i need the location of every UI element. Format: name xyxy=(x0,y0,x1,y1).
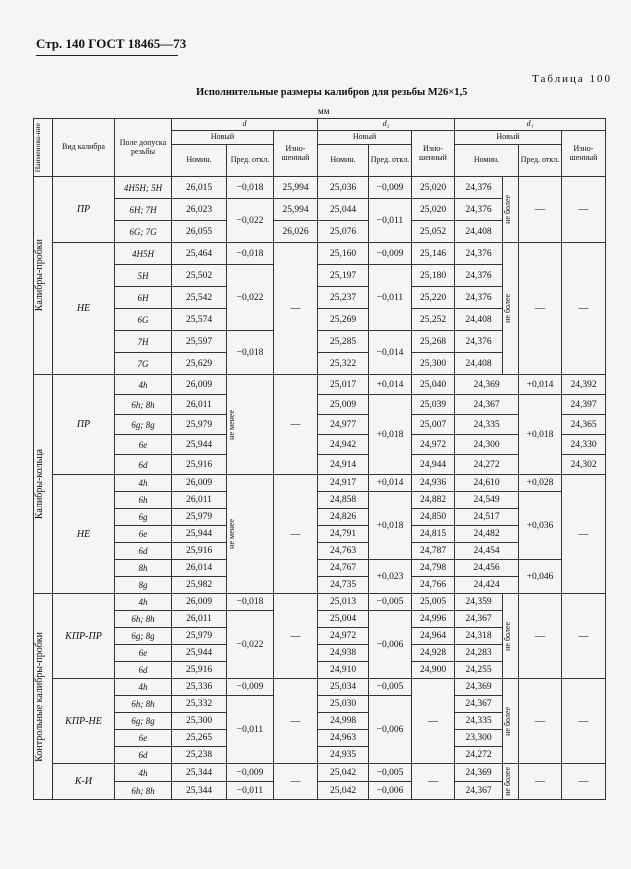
d1-dev-cell: — xyxy=(519,177,562,243)
unit-label: мм xyxy=(318,106,330,116)
tol-cell: 6g; 8g xyxy=(115,628,172,645)
header-name: Наименова-ние xyxy=(34,119,53,177)
d-cell: 25,629 xyxy=(172,353,227,375)
d2-cell: 25,004 xyxy=(318,611,369,628)
type-label: НЕ xyxy=(53,475,115,594)
d-cell: 25,979 xyxy=(172,415,227,435)
header-rule xyxy=(36,55,178,56)
d2-cell: 24,735 xyxy=(318,577,369,594)
not-more-cell: не более xyxy=(503,594,519,679)
d-cell: 25,300 xyxy=(172,713,227,730)
d2-dev-cell: +0,014 xyxy=(369,375,412,395)
d2-cell: 24,767 xyxy=(318,560,369,577)
tol-cell: 6h xyxy=(115,492,172,509)
d1-worn-cell: 24,330 xyxy=(562,435,606,455)
tol-cell: 6H xyxy=(115,287,172,309)
d2-cell: 24,935 xyxy=(318,747,369,764)
d-dev-cell: −0,009 xyxy=(227,679,274,696)
tol-cell: 6H; 7H xyxy=(115,199,172,221)
d-cell: 25,979 xyxy=(172,628,227,645)
d2-dev-cell: −0,005 xyxy=(369,594,412,611)
d-dev-cell: −0,018 xyxy=(227,594,274,611)
d1-dev-cell: — xyxy=(519,679,562,764)
d2-cell: 25,017 xyxy=(318,375,369,395)
d-dev-cell: −0,022 xyxy=(227,265,274,331)
type-label: КПР-ПР xyxy=(53,594,115,679)
tol-cell: 4h xyxy=(115,375,172,395)
d1-cell: 24,367 xyxy=(455,782,503,800)
header-d2-new: Новый xyxy=(318,131,412,145)
d1-cell: 24,376 xyxy=(455,243,503,265)
d2-cell: 24,972 xyxy=(318,628,369,645)
d-dev-cell: −0,011 xyxy=(227,696,274,764)
table-label: Таблица 100 xyxy=(532,73,613,85)
header-d-worn: Изно-шенный xyxy=(274,131,318,177)
tol-cell: 7G xyxy=(115,353,172,375)
d1-cell: 23,300 xyxy=(455,730,503,747)
d1-cell: 24,610 xyxy=(455,475,519,492)
header-d-dev: Пред. откл. xyxy=(227,145,274,177)
d-worn-cell: 25,994 xyxy=(274,177,318,199)
d2-cell: 24,963 xyxy=(318,730,369,747)
d2-cell: 25,076 xyxy=(318,221,369,243)
d-cell: 25,344 xyxy=(172,782,227,800)
d2-cell: 25,197 xyxy=(318,265,369,287)
d2-worn-cell: 24,798 xyxy=(412,560,455,577)
not-more-cell: не более xyxy=(503,243,519,375)
d1-cell: 24,318 xyxy=(455,628,503,645)
d2-cell: 24,998 xyxy=(318,713,369,730)
d2-worn-cell: 25,020 xyxy=(412,177,455,199)
d1-worn-cell: — xyxy=(562,177,606,243)
d-cell: 25,502 xyxy=(172,265,227,287)
not-more-cell: не более xyxy=(503,679,519,764)
d1-worn-cell: — xyxy=(562,594,606,679)
d1-cell: 24,454 xyxy=(455,543,519,560)
d2-worn-cell: 25,040 xyxy=(412,375,455,395)
tol-cell: 6e xyxy=(115,526,172,543)
d1-worn-cell: 24,392 xyxy=(562,375,606,395)
d1-cell: 24,408 xyxy=(455,309,503,331)
not-more-cell: не более xyxy=(503,177,519,243)
group-plug: Калибры-пробки xyxy=(34,177,53,375)
d-cell: 26,011 xyxy=(172,611,227,628)
type-label: КПР-НЕ xyxy=(53,679,115,764)
d1-cell: 24,272 xyxy=(455,747,503,764)
d2-worn-cell: 25,180 xyxy=(412,265,455,287)
d-dev-cell: −0,018 xyxy=(227,331,274,375)
d1-worn-cell: — xyxy=(562,475,606,594)
d-worn-cell: — xyxy=(274,375,318,475)
d2-worn-cell: 25,268 xyxy=(412,331,455,353)
tol-cell: 6g xyxy=(115,509,172,526)
gauge-dimensions-table xyxy=(33,118,606,800)
d1-cell: 24,367 xyxy=(455,696,503,713)
d2-cell: 25,237 xyxy=(318,287,369,309)
d2-dev-cell: −0,005 xyxy=(369,679,412,696)
d2-worn-cell: 25,020 xyxy=(412,199,455,221)
d2-cell: 25,009 xyxy=(318,395,369,415)
page-header: Стр. 140 ГОСТ 18465—73 xyxy=(36,36,187,51)
header-d1-worn: Изно-шенный xyxy=(562,131,606,177)
tol-cell: 6d xyxy=(115,543,172,560)
d1-cell: 24,376 xyxy=(455,265,503,287)
d1-dev-cell: +0,028 xyxy=(519,475,562,492)
d1-cell: 24,283 xyxy=(455,645,503,662)
group-control: Контрольные калибры-пробки xyxy=(34,594,53,800)
d2-worn-cell: 25,252 xyxy=(412,309,455,331)
d-cell: 25,597 xyxy=(172,331,227,353)
tol-cell: 8g xyxy=(115,577,172,594)
d2-worn-cell: 24,900 xyxy=(412,662,455,679)
d-dev-cell: −0,022 xyxy=(227,611,274,679)
tol-cell: 6e xyxy=(115,645,172,662)
d1-cell: 24,482 xyxy=(455,526,519,543)
d2-cell: 25,322 xyxy=(318,353,369,375)
d1-dev-cell: — xyxy=(519,594,562,679)
d1-worn-cell: 24,397 xyxy=(562,395,606,415)
d1-cell: 24,369 xyxy=(455,764,503,782)
d1-cell: 24,517 xyxy=(455,509,519,526)
tol-cell: 6h; 8h xyxy=(115,696,172,713)
header-d1-nom: Номин. xyxy=(455,145,519,177)
tol-cell: 6g; 8g xyxy=(115,713,172,730)
d2-cell: 25,269 xyxy=(318,309,369,331)
d-cell: 25,944 xyxy=(172,526,227,543)
d-cell: 25,265 xyxy=(172,730,227,747)
d-cell: 25,464 xyxy=(172,243,227,265)
d-cell: 25,979 xyxy=(172,509,227,526)
tol-cell: 4h xyxy=(115,594,172,611)
d-dev-cell: −0,018 xyxy=(227,243,274,265)
d2-dev-cell: +0,023 xyxy=(369,560,412,594)
d-cell: 25,574 xyxy=(172,309,227,331)
d1-cell: 24,424 xyxy=(455,577,519,594)
d2-worn-cell: 24,996 xyxy=(412,611,455,628)
d2-worn-cell: 25,005 xyxy=(412,594,455,611)
tol-cell: 6h; 8h xyxy=(115,395,172,415)
d2-worn-cell: 24,964 xyxy=(412,628,455,645)
d2-worn-cell: — xyxy=(412,764,455,800)
d-cell: 25,336 xyxy=(172,679,227,696)
header-d1-dev: Пред. откл. xyxy=(519,145,562,177)
d-cell: 25,916 xyxy=(172,662,227,679)
d1-cell: 24,335 xyxy=(455,713,503,730)
d2-cell: 24,938 xyxy=(318,645,369,662)
d1-dev-cell: +0,018 xyxy=(519,395,562,475)
d2-cell: 24,910 xyxy=(318,662,369,679)
header-d-nom: Номин. xyxy=(172,145,227,177)
header-d2-nom: Номин. xyxy=(318,145,369,177)
d2-dev-cell: −0,011 xyxy=(369,199,412,243)
d1-dev-cell: — xyxy=(519,243,562,375)
d2-dev-cell: −0,006 xyxy=(369,782,412,800)
d2-dev-cell: +0,018 xyxy=(369,492,412,560)
d1-cell: 24,335 xyxy=(455,415,519,435)
d2-dev-cell: +0,014 xyxy=(369,475,412,492)
d1-worn-cell: — xyxy=(562,764,606,800)
d2-cell: 25,042 xyxy=(318,782,369,800)
d1-dev-cell: — xyxy=(519,764,562,800)
d-dev-cell: −0,011 xyxy=(227,782,274,800)
d1-cell: 24,300 xyxy=(455,435,519,455)
d2-cell: 24,763 xyxy=(318,543,369,560)
d-cell: 26,009 xyxy=(172,594,227,611)
d2-cell: 24,917 xyxy=(318,475,369,492)
d-cell: 26,055 xyxy=(172,221,227,243)
d-cell: 26,009 xyxy=(172,375,227,395)
d-dev-cell: −0,022 xyxy=(227,199,274,243)
d2-cell: 25,036 xyxy=(318,177,369,199)
tol-cell: 6e xyxy=(115,730,172,747)
tol-cell: 4h xyxy=(115,475,172,492)
d2-worn-cell: 24,944 xyxy=(412,455,455,475)
d2-worn-cell: 25,220 xyxy=(412,287,455,309)
d2-worn-cell: 25,146 xyxy=(412,243,455,265)
d2-dev-cell: +0,018 xyxy=(369,395,412,475)
d-cell: 26,011 xyxy=(172,492,227,509)
d-cell: 25,916 xyxy=(172,543,227,560)
d2-dev-cell: −0,009 xyxy=(369,243,412,265)
not-less-cell: не менее xyxy=(227,375,274,475)
d2-cell: 24,942 xyxy=(318,435,369,455)
type-label: К-И xyxy=(53,764,115,800)
d2-cell: 24,826 xyxy=(318,509,369,526)
d1-cell: 24,376 xyxy=(455,331,503,353)
tol-cell: 5H xyxy=(115,265,172,287)
d-worn-cell: — xyxy=(274,475,318,594)
d1-cell: 24,456 xyxy=(455,560,519,577)
d1-worn-cell: 24,365 xyxy=(562,415,606,435)
d-cell: 26,011 xyxy=(172,395,227,415)
not-less-cell: не менее xyxy=(227,475,274,594)
tol-cell: 6g; 8g xyxy=(115,415,172,435)
tol-cell: 6d xyxy=(115,747,172,764)
tol-cell: 4h xyxy=(115,679,172,696)
d-worn-cell: 26,026 xyxy=(274,221,318,243)
tol-cell: 6h; 8h xyxy=(115,782,172,800)
d1-worn-cell: 24,302 xyxy=(562,455,606,475)
type-label: ПР xyxy=(53,375,115,475)
type-label: ПР xyxy=(53,177,115,243)
header-d1: d₁ xyxy=(455,119,606,131)
header-d2-dev: Пред. откл. xyxy=(369,145,412,177)
d1-cell: 24,549 xyxy=(455,492,519,509)
d2-cell: 25,013 xyxy=(318,594,369,611)
d2-cell: 24,977 xyxy=(318,415,369,435)
d1-worn-cell: — xyxy=(562,243,606,375)
d-cell: 26,015 xyxy=(172,177,227,199)
tol-cell: 6G xyxy=(115,309,172,331)
d-cell: 26,023 xyxy=(172,199,227,221)
d2-worn-cell: 24,850 xyxy=(412,509,455,526)
d1-dev-cell: +0,046 xyxy=(519,560,562,594)
d1-cell: 24,369 xyxy=(455,375,519,395)
tol-cell: 4H5H xyxy=(115,243,172,265)
d-cell: 25,944 xyxy=(172,645,227,662)
header-d2-worn: Изно-шенный xyxy=(412,131,455,177)
d2-worn-cell: 24,787 xyxy=(412,543,455,560)
tol-cell: 6d xyxy=(115,662,172,679)
d2-worn-cell: 24,766 xyxy=(412,577,455,594)
d-dev-cell: −0,018 xyxy=(227,177,274,199)
d-cell: 25,332 xyxy=(172,696,227,713)
d1-cell: 24,367 xyxy=(455,395,519,415)
d1-worn-cell: — xyxy=(562,679,606,764)
d2-cell: 24,858 xyxy=(318,492,369,509)
d2-worn-cell: 24,936 xyxy=(412,475,455,492)
table-caption: Исполнительные размеры калибров для резьбы М26×1,5 xyxy=(196,87,468,98)
header-d1-new: Новый xyxy=(455,131,562,145)
d2-worn-cell: 24,882 xyxy=(412,492,455,509)
d2-worn-cell: 25,039 xyxy=(412,395,455,415)
header-d-new: Новый xyxy=(172,131,274,145)
d-cell: 25,542 xyxy=(172,287,227,309)
header-type: Вид калибра xyxy=(53,119,115,177)
d2-worn-cell: 25,007 xyxy=(412,415,455,435)
d2-dev-cell: −0,011 xyxy=(369,265,412,331)
d2-dev-cell: −0,014 xyxy=(369,331,412,375)
tol-cell: 6e xyxy=(115,435,172,455)
tol-cell: 4h xyxy=(115,764,172,782)
d-cell: 26,009 xyxy=(172,475,227,492)
tol-cell: 4H5H; 5H xyxy=(115,177,172,199)
d-cell: 25,238 xyxy=(172,747,227,764)
d2-cell: 25,030 xyxy=(318,696,369,713)
d-cell: 25,982 xyxy=(172,577,227,594)
type-label: НЕ xyxy=(53,243,115,375)
d2-dev-cell: −0,006 xyxy=(369,611,412,679)
d1-cell: 24,359 xyxy=(455,594,503,611)
d-cell: 25,944 xyxy=(172,435,227,455)
d1-cell: 24,272 xyxy=(455,455,519,475)
header-d2: d₂ xyxy=(318,119,455,131)
not-more-cell: не более xyxy=(503,764,519,800)
d-worn-cell: 25,994 xyxy=(274,199,318,221)
d2-cell: 24,914 xyxy=(318,455,369,475)
tol-cell: 6h; 8h xyxy=(115,611,172,628)
d2-dev-cell: −0,005 xyxy=(369,764,412,782)
d1-dev-cell: +0,014 xyxy=(519,375,562,395)
d-cell: 25,916 xyxy=(172,455,227,475)
d-worn-cell: — xyxy=(274,764,318,800)
d2-worn-cell: 24,815 xyxy=(412,526,455,543)
d-cell: 26,014 xyxy=(172,560,227,577)
d2-dev-cell: −0,006 xyxy=(369,696,412,764)
d2-worn-cell: 25,052 xyxy=(412,221,455,243)
d1-cell: 24,376 xyxy=(455,199,503,221)
d2-cell: 25,042 xyxy=(318,764,369,782)
tol-cell: 7H xyxy=(115,331,172,353)
header-tolerance: Поле допуска резьбы xyxy=(115,119,172,177)
d2-cell: 25,285 xyxy=(318,331,369,353)
d1-cell: 24,408 xyxy=(455,353,503,375)
d1-cell: 24,255 xyxy=(455,662,503,679)
d1-cell: 24,367 xyxy=(455,611,503,628)
d2-cell: 24,791 xyxy=(318,526,369,543)
d1-cell: 24,376 xyxy=(455,287,503,309)
d2-worn-cell: 24,928 xyxy=(412,645,455,662)
header-d: d xyxy=(172,119,318,131)
d2-worn-cell: 24,972 xyxy=(412,435,455,455)
d2-worn-cell: — xyxy=(412,679,455,764)
tol-cell: 8h xyxy=(115,560,172,577)
d1-dev-cell: +0,036 xyxy=(519,492,562,560)
tol-cell: 6d xyxy=(115,455,172,475)
d1-cell: 24,408 xyxy=(455,221,503,243)
d2-dev-cell: −0,009 xyxy=(369,177,412,199)
d-worn-cell: — xyxy=(274,594,318,679)
tol-cell: 6G; 7G xyxy=(115,221,172,243)
d-cell: 25,344 xyxy=(172,764,227,782)
d-worn-cell: — xyxy=(274,679,318,764)
d-worn-cell: — xyxy=(274,243,318,375)
group-ring: Калибры-кольца xyxy=(34,375,53,594)
d2-cell: 25,034 xyxy=(318,679,369,696)
d1-cell: 24,376 xyxy=(455,177,503,199)
d2-cell: 25,044 xyxy=(318,199,369,221)
d2-worn-cell: 25,300 xyxy=(412,353,455,375)
d-dev-cell: −0,009 xyxy=(227,764,274,782)
d1-cell: 24,369 xyxy=(455,679,503,696)
d2-cell: 25,160 xyxy=(318,243,369,265)
